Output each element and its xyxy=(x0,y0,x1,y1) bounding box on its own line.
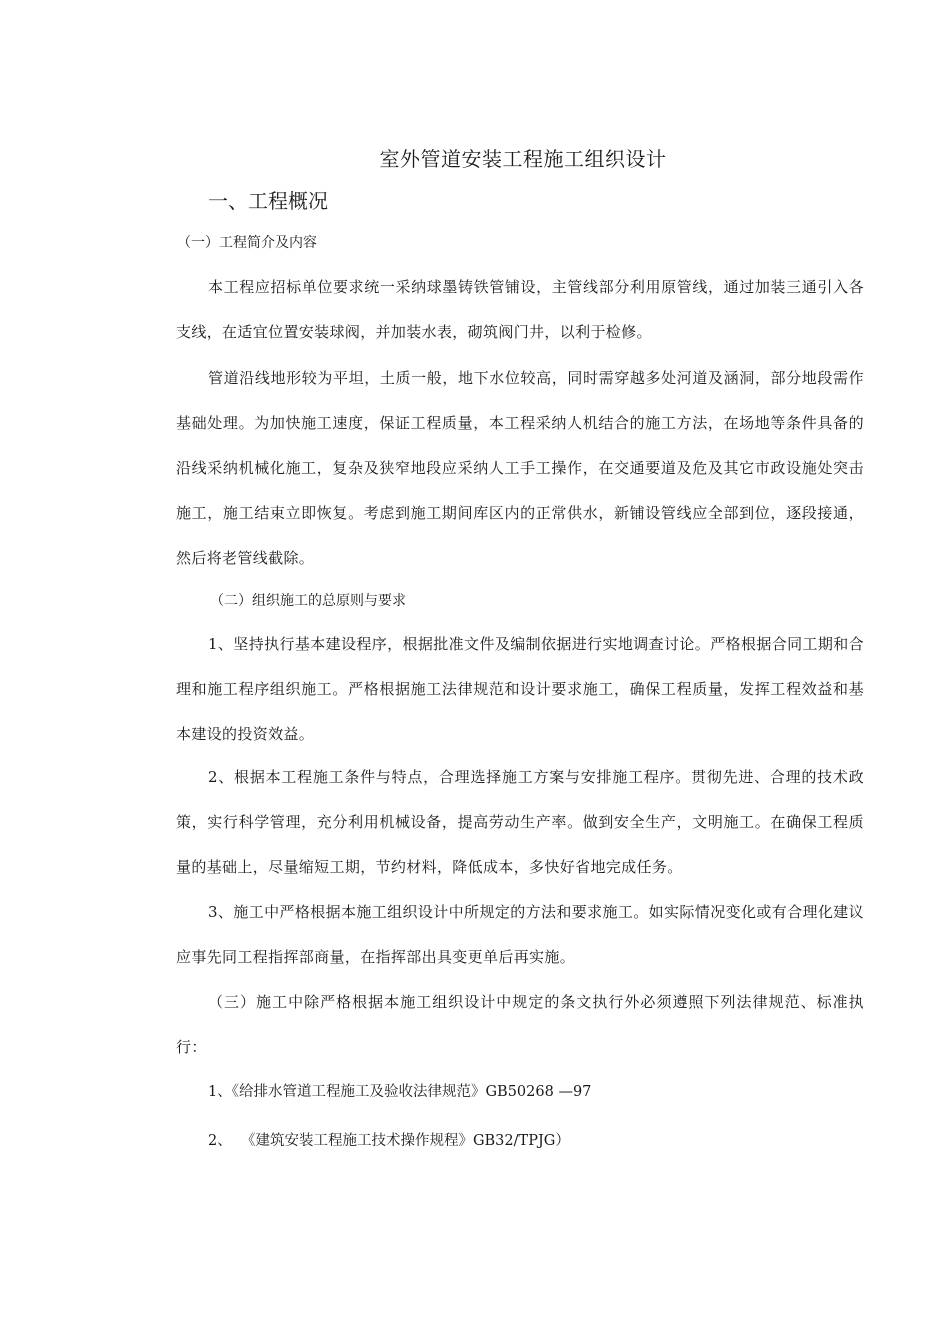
subsection-heading-principles: （二）组织施工的总原则与要求 xyxy=(210,593,406,609)
principle-item-3: 3、施工中严格根据本施工组织设计中所规定的方法和要求施工。如实际情况变化或有合理化建议应事先同工程指挥部商量，在指挥部出具变更单后再实施。 xyxy=(176,903,864,966)
paragraph-intro-2: 管道沿线地形较为平坦，土质一般，地下水位较高，同时需穿越多处河道及涵洞，部分地段需作基础处理。为加快施工速度，保证工程质量，本工程采纳人机结合的施工方法，在场地等条件具备的沿线采纳机械化施工，复杂及狭窄地段应采纳人工手工操作，在交通要道及危及其它市政设施处突击施工，施工结束立即恢复。考虑到施工期间库区内的正常供水，新铺设管线应全部到位，逐段接通，然后将老管线截除。 xyxy=(176,369,864,567)
reference-item-2: 2、 《建筑安装工程施工技术操作规程》GB32/TPJG） xyxy=(208,1133,570,1149)
principle-item-2: 2、根据本工程施工条件与特点，合理选择施工方案与安排施工程序。贯彻先进、合理的技术政策，实行科学管理，充分利用机械设备，提高劳动生产率。做到安全生产，文明施工。在确保工程质量的基础上，尽量缩短工期，节约材料，降低成本，多快好省地完成任务。 xyxy=(176,768,864,876)
subsection-heading-intro: （一）工程简介及内容 xyxy=(177,235,317,251)
paragraph-standards-intro: （三）施工中除严格根据本施工组织设计中规定的条文执行外必须遵照下列法律规范、标准执行： xyxy=(176,993,864,1056)
reference-item-1: 1、《给排水管道工程施工及验收法律规范》GB50268 —97 xyxy=(208,1084,592,1100)
paragraph-intro-1: 本工程应招标单位要求统一采纳球墨铸铁管铺设，主管线部分利用原管线，通过加装三通引入各支线，在适宜位置安装球阀，并加装水表，砌筑阀门井，以利于检修。 xyxy=(176,278,864,341)
section-heading-overview: 一、工程概况 xyxy=(208,189,328,213)
principle-item-1: 1、坚持执行基本建设程序，根据批准文件及编制依据进行实地调查讨论。严格根据合同工期和合理和施工程序组织施工。严格根据施工法律规范和设计要求施工，确保工程质量，发挥工程效益和基本建设的投资效益。 xyxy=(176,635,864,743)
document-title: 室外管道安装工程施工组织设计 xyxy=(379,147,667,171)
